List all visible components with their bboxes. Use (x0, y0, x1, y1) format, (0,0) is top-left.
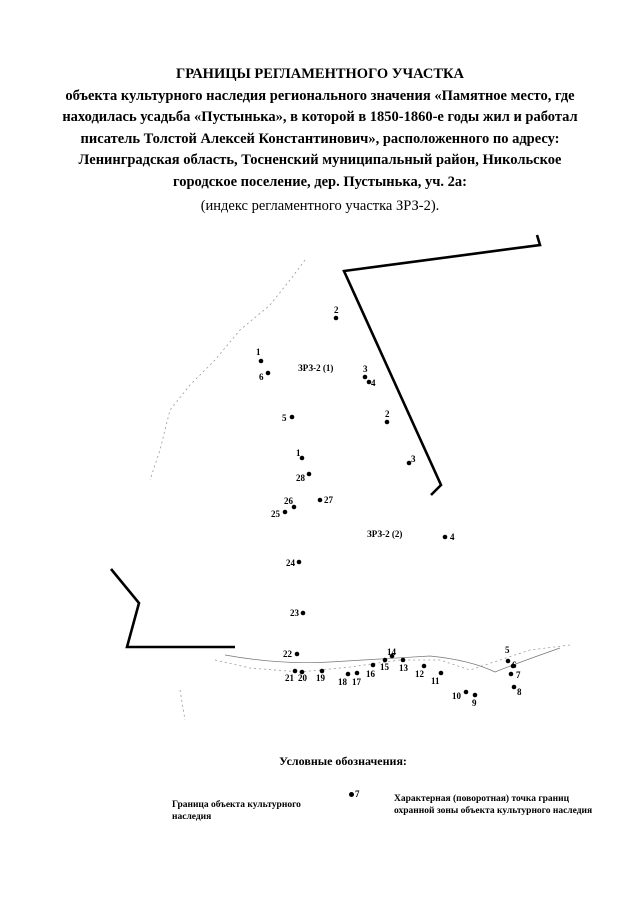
map-point-label: 1 (256, 347, 261, 357)
map-point-label: 28 (296, 473, 305, 483)
map-point-label: 8 (517, 687, 522, 697)
map-point-label: 20 (298, 673, 307, 683)
map-point-label: 5 (282, 413, 287, 423)
map-point-dot (334, 316, 339, 321)
map-point-dot (266, 371, 271, 376)
map-point-label: 2 (385, 409, 390, 419)
map-point-dot (506, 659, 511, 664)
boundary-points (256, 305, 522, 708)
map-point-dot (439, 671, 444, 676)
map-point-dot (290, 415, 295, 420)
zone-label-2: ЗРЗ-2 (2) (367, 529, 403, 539)
zone-label-1: ЗРЗ-2 (1) (298, 363, 334, 373)
map-point-dot (473, 693, 478, 698)
map-point-dot (318, 498, 323, 503)
map-point-label: 12 (415, 669, 424, 679)
title-line-2: объекта культурного наследия регионального значения «Памятное место, где (65, 87, 575, 104)
map-point-label: 25 (271, 509, 280, 519)
map-point-dot (307, 472, 312, 477)
map-point-label: 16 (366, 669, 375, 679)
map-point-dot (259, 359, 264, 364)
map-point-label: 7 (516, 670, 521, 680)
map-point-dot (295, 652, 300, 657)
map-point-label: 19 (316, 673, 325, 683)
title-line-6: городское поселение, дер. Пустынька, уч. 2а: (173, 173, 467, 190)
map-point-dot (512, 685, 517, 690)
map-point-label: 23 (290, 608, 299, 618)
map-point-label: 4 (450, 532, 455, 542)
legend-title: Условные обозначения: (279, 754, 407, 768)
map-point-label: 2 (334, 305, 339, 315)
map-point-label: 5 (505, 645, 510, 655)
map-point-dot (297, 560, 302, 565)
map-point-label: 3 (411, 454, 416, 464)
map-point-dot (443, 535, 448, 540)
map-point-label: 13 (399, 663, 408, 673)
map-point-dot (401, 658, 406, 663)
point-marker-icon (349, 792, 354, 797)
legend-point-label: Характерная (поворотная) точка границ охранной зоны объекта культурного наследия (394, 794, 593, 816)
map-point-label: 26 (284, 496, 293, 506)
map-point-label: 21 (285, 673, 294, 683)
title-line-1: ГРАНИЦЫ РЕГЛАМЕНТНОГО УЧАСТКА (175, 66, 465, 82)
legend-point-number: 7 (355, 789, 360, 799)
map-point-label: 6 (259, 372, 264, 382)
map-point-dot (346, 672, 351, 677)
map-point-dot (422, 664, 427, 669)
map-point-label: 15 (380, 662, 389, 672)
map-point-dot (371, 663, 376, 668)
map-point-dot (363, 375, 368, 380)
title-line-4: писатель Толстой Алексей Константинович», расположенного по адресу: (80, 130, 560, 147)
map-point-label: 11 (431, 676, 440, 686)
map-point-label: 18 (338, 677, 347, 687)
map-point-dot (509, 672, 514, 677)
zone-index-caption: (индекс регламентного участка ЗРЗ-2). (200, 198, 440, 214)
map-point-label: 22 (283, 649, 292, 659)
boundary-line-north (344, 235, 540, 495)
map-point-dot (385, 420, 390, 425)
legend-point-sample (349, 789, 360, 799)
map-point-dot (464, 690, 469, 695)
map-point-label: 3 (363, 364, 368, 374)
boundary-line-south (111, 569, 235, 647)
legend-boundary-label: Граница объекта культурного наследия (172, 800, 301, 822)
map-point-label: 27 (324, 495, 333, 505)
map-point-label: 1 (296, 448, 301, 458)
title-line-3: находилась усадьба «Пустынька», в которой в 1850-1860-е годы жил и работал (62, 109, 578, 125)
map-point-label: 9 (472, 698, 477, 708)
map-point-dot (283, 510, 288, 515)
map-point-label: 10 (452, 691, 461, 701)
map-point-dot (355, 671, 360, 676)
title-line-5: Ленинградская область, Тосненский муниципальный район, Никольское (78, 152, 562, 168)
map-point-label: 14 (387, 647, 396, 657)
map-point-label: 17 (352, 677, 361, 687)
map-point-label: 24 (286, 558, 295, 568)
map-point-label: 4 (371, 378, 376, 388)
map-point-label: 6 (512, 660, 517, 670)
map-point-dot (301, 611, 306, 616)
